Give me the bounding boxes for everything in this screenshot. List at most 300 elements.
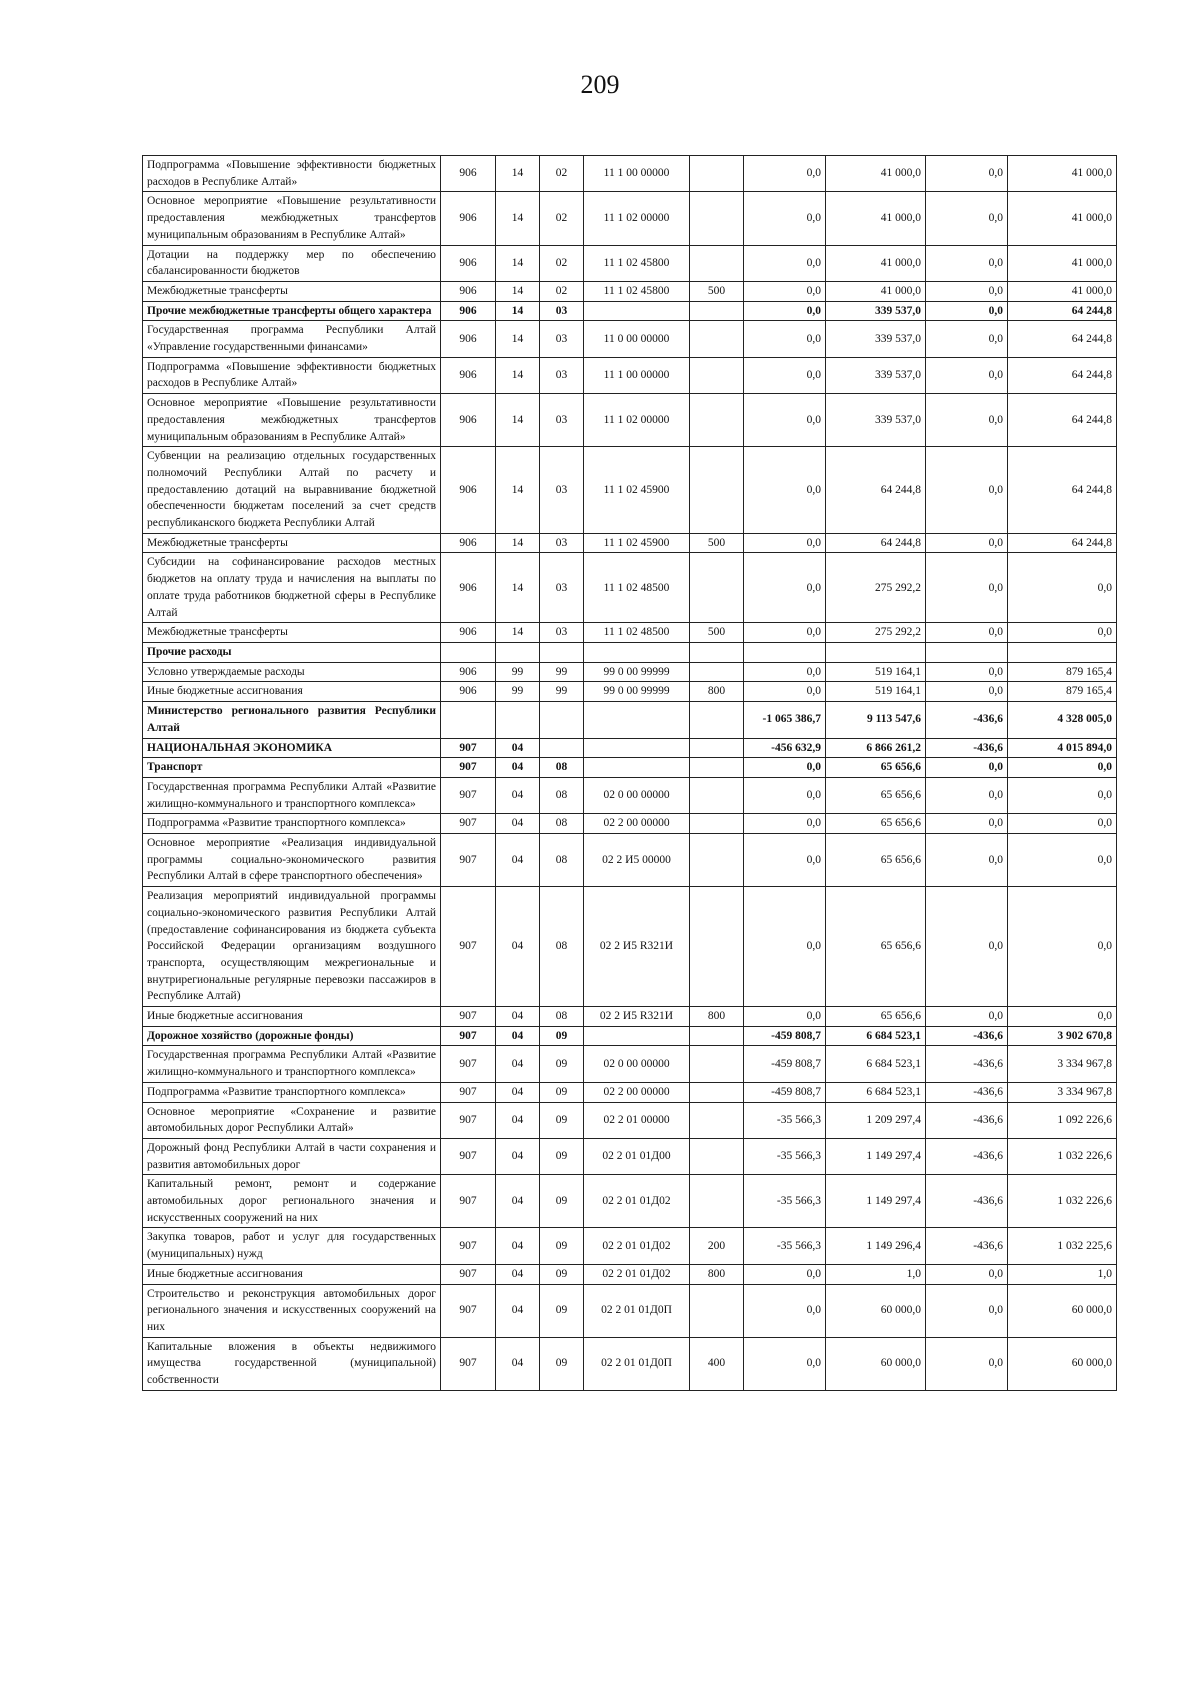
amount-2: 65 656,6 xyxy=(826,814,926,834)
amount-3: 0,0 xyxy=(926,447,1008,534)
expense-type-code: 800 xyxy=(690,1007,744,1027)
amount-1: -459 808,7 xyxy=(744,1082,826,1102)
expense-type-code xyxy=(690,1102,744,1138)
amount-3: 0,0 xyxy=(926,533,1008,553)
table-row xyxy=(143,1228,1117,1264)
amount-3: 0,0 xyxy=(926,887,1008,1007)
amount-1: 0,0 xyxy=(744,1284,826,1337)
amount-1: 0,0 xyxy=(744,834,826,887)
target-article-code: 02 2 01 01Д02 xyxy=(584,1264,690,1284)
amount-4: 0,0 xyxy=(1008,553,1117,623)
ved-code: 906 xyxy=(441,533,496,553)
expense-type-code: 800 xyxy=(690,682,744,702)
row-name: Государственная программа Республики Алтай «Развитие жилищно-коммунального и транспортного комплекса» xyxy=(143,777,441,813)
expense-type-code: 400 xyxy=(690,1337,744,1390)
ved-code xyxy=(441,702,496,738)
amount-2: 60 000,0 xyxy=(826,1284,926,1337)
target-article-code: 11 1 02 00000 xyxy=(584,192,690,245)
subsection-code: 09 xyxy=(540,1102,584,1138)
target-article-code: 02 0 00 00000 xyxy=(584,1046,690,1082)
subsection-code: 02 xyxy=(540,192,584,245)
target-article-code: 02 2 01 01Д02 xyxy=(584,1228,690,1264)
amount-2: 9 113 547,6 xyxy=(826,702,926,738)
amount-3 xyxy=(926,642,1008,662)
amount-3: 0,0 xyxy=(926,301,1008,321)
target-article-code: 02 2 01 00000 xyxy=(584,1102,690,1138)
subsection-code: 09 xyxy=(540,1082,584,1102)
section-code: 14 xyxy=(496,281,540,301)
amount-4: 879 165,4 xyxy=(1008,682,1117,702)
section-code: 04 xyxy=(496,1046,540,1082)
amount-4: 41 000,0 xyxy=(1008,156,1117,192)
amount-4: 64 244,8 xyxy=(1008,394,1117,447)
amount-3: 0,0 xyxy=(926,1007,1008,1027)
section-code: 04 xyxy=(496,758,540,778)
ved-code: 906 xyxy=(441,682,496,702)
amount-2: 339 537,0 xyxy=(826,321,926,357)
target-article-code: 11 1 02 45800 xyxy=(584,281,690,301)
expense-type-code xyxy=(690,1046,744,1082)
amount-2: 6 684 523,1 xyxy=(826,1046,926,1082)
expense-type-code xyxy=(690,192,744,245)
expense-type-code xyxy=(690,702,744,738)
amount-4: 1 032 226,6 xyxy=(1008,1175,1117,1228)
amount-4: 879 165,4 xyxy=(1008,662,1117,682)
amount-1 xyxy=(744,642,826,662)
row-name: Основное мероприятие «Сохранение и развитие автомобильных дорог Республики Алтай» xyxy=(143,1102,441,1138)
amount-3: 0,0 xyxy=(926,357,1008,393)
row-name: Государственная программа Республики Алтай «Управление государственными финансами» xyxy=(143,321,441,357)
subsection-code: 09 xyxy=(540,1138,584,1174)
amount-3: 0,0 xyxy=(926,814,1008,834)
amount-1: -459 808,7 xyxy=(744,1046,826,1082)
amount-2: 275 292,2 xyxy=(826,553,926,623)
amount-4: 64 244,8 xyxy=(1008,301,1117,321)
expense-type-code xyxy=(690,642,744,662)
amount-2: 1 149 297,4 xyxy=(826,1138,926,1174)
table-row xyxy=(143,553,1117,623)
amount-1: 0,0 xyxy=(744,394,826,447)
subsection-code: 09 xyxy=(540,1026,584,1046)
expense-type-code xyxy=(690,758,744,778)
section-code: 04 xyxy=(496,887,540,1007)
budget-table xyxy=(142,155,1117,1391)
amount-4: 60 000,0 xyxy=(1008,1284,1117,1337)
subsection-code xyxy=(540,738,584,758)
amount-3: -436,6 xyxy=(926,1026,1008,1046)
expense-type-code xyxy=(690,887,744,1007)
ved-code: 907 xyxy=(441,1228,496,1264)
target-article-code: 11 1 02 48500 xyxy=(584,553,690,623)
row-name: Подпрограмма «Повышение эффективности бюджетных расходов в Республике Алтай» xyxy=(143,156,441,192)
expense-type-code xyxy=(690,814,744,834)
row-name: Дотации на поддержку мер по обеспечению сбалансированности бюджетов xyxy=(143,245,441,281)
subsection-code: 08 xyxy=(540,814,584,834)
subsection-code: 99 xyxy=(540,662,584,682)
section-code: 04 xyxy=(496,834,540,887)
amount-4: 0,0 xyxy=(1008,777,1117,813)
subsection-code: 08 xyxy=(540,777,584,813)
subsection-code: 03 xyxy=(540,357,584,393)
amount-1: 0,0 xyxy=(744,192,826,245)
row-name: Подпрограмма «Повышение эффективности бюджетных расходов в Республике Алтай» xyxy=(143,357,441,393)
subsection-code xyxy=(540,702,584,738)
row-name: Закупка товаров, работ и услуг для государственных (муниципальных) нужд xyxy=(143,1228,441,1264)
expense-type-code xyxy=(690,834,744,887)
target-article-code xyxy=(584,1026,690,1046)
ved-code: 906 xyxy=(441,394,496,447)
ved-code: 907 xyxy=(441,814,496,834)
row-name: Министерство регионального развития Республики Алтай xyxy=(143,702,441,738)
ved-code: 906 xyxy=(441,447,496,534)
amount-2: 275 292,2 xyxy=(826,623,926,643)
amount-2: 41 000,0 xyxy=(826,156,926,192)
section-code: 14 xyxy=(496,192,540,245)
expense-type-code xyxy=(690,301,744,321)
amount-2: 6 866 261,2 xyxy=(826,738,926,758)
subsection-code: 09 xyxy=(540,1264,584,1284)
section-code: 04 xyxy=(496,738,540,758)
section-code: 14 xyxy=(496,321,540,357)
subsection-code: 08 xyxy=(540,834,584,887)
table-row xyxy=(143,301,1117,321)
section-code: 04 xyxy=(496,1228,540,1264)
amount-4: 1 092 226,6 xyxy=(1008,1102,1117,1138)
amount-3: -436,6 xyxy=(926,702,1008,738)
amount-3: 0,0 xyxy=(926,623,1008,643)
amount-4 xyxy=(1008,642,1117,662)
target-article-code: 02 2 01 01Д02 xyxy=(584,1175,690,1228)
section-code: 14 xyxy=(496,623,540,643)
row-name: Капитальные вложения в объекты недвижимого имущества государственной (муниципальной) собственности xyxy=(143,1337,441,1390)
table-row xyxy=(143,682,1117,702)
section-code: 99 xyxy=(496,662,540,682)
table-row xyxy=(143,702,1117,738)
amount-3: 0,0 xyxy=(926,834,1008,887)
ved-code: 906 xyxy=(441,357,496,393)
expense-type-code xyxy=(690,777,744,813)
target-article-code: 11 1 02 48500 xyxy=(584,623,690,643)
amount-2: 65 656,6 xyxy=(826,887,926,1007)
section-code: 04 xyxy=(496,814,540,834)
target-article-code: 11 1 00 00000 xyxy=(584,156,690,192)
amount-1: -1 065 386,7 xyxy=(744,702,826,738)
table-row xyxy=(143,533,1117,553)
table-row xyxy=(143,662,1117,682)
amount-1: 0,0 xyxy=(744,662,826,682)
row-name: Основное мероприятие «Реализация индивидуальной программы социально-экономического развития Республики Алтай в сфере транспортного обеспечения» xyxy=(143,834,441,887)
table-row xyxy=(143,394,1117,447)
table-row xyxy=(143,156,1117,192)
ved-code: 906 xyxy=(441,192,496,245)
ved-code: 907 xyxy=(441,738,496,758)
amount-4: 0,0 xyxy=(1008,834,1117,887)
section-code: 04 xyxy=(496,1337,540,1390)
subsection-code xyxy=(540,642,584,662)
amount-1: 0,0 xyxy=(744,814,826,834)
table-row xyxy=(143,447,1117,534)
amount-2: 64 244,8 xyxy=(826,533,926,553)
table-row xyxy=(143,814,1117,834)
amount-3: 0,0 xyxy=(926,192,1008,245)
ved-code: 906 xyxy=(441,156,496,192)
subsection-code: 08 xyxy=(540,758,584,778)
table-row xyxy=(143,1337,1117,1390)
amount-4: 60 000,0 xyxy=(1008,1337,1117,1390)
ved-code xyxy=(441,642,496,662)
section-code: 14 xyxy=(496,156,540,192)
target-article-code: 11 1 02 45800 xyxy=(584,245,690,281)
amount-4: 0,0 xyxy=(1008,887,1117,1007)
ved-code: 907 xyxy=(441,834,496,887)
amount-2: 519 164,1 xyxy=(826,662,926,682)
target-article-code: 11 0 00 00000 xyxy=(584,321,690,357)
amount-2: 60 000,0 xyxy=(826,1337,926,1390)
ved-code: 907 xyxy=(441,1138,496,1174)
amount-2: 41 000,0 xyxy=(826,245,926,281)
table-row xyxy=(143,321,1117,357)
page-number: 209 xyxy=(580,70,620,99)
table-row xyxy=(143,777,1117,813)
target-article-code xyxy=(584,301,690,321)
amount-2: 41 000,0 xyxy=(826,281,926,301)
expense-type-code xyxy=(690,1175,744,1228)
table-row xyxy=(143,1102,1117,1138)
row-name: Государственная программа Республики Алтай «Развитие жилищно-коммунального и транспортного комплекса» xyxy=(143,1046,441,1082)
ved-code: 907 xyxy=(441,1026,496,1046)
section-code: 04 xyxy=(496,1175,540,1228)
amount-1: -35 566,3 xyxy=(744,1175,826,1228)
row-name: Субсидии на софинансирование расходов местных бюджетов на оплату труда и начисления на выплаты по оплате труда работников бюджетной сферы в Республике Алтай xyxy=(143,553,441,623)
subsection-code: 03 xyxy=(540,321,584,357)
amount-4: 0,0 xyxy=(1008,1007,1117,1027)
subsection-code: 09 xyxy=(540,1337,584,1390)
row-name: Транспорт xyxy=(143,758,441,778)
subsection-code: 08 xyxy=(540,1007,584,1027)
row-name: Подпрограмма «Развитие транспортного комплекса» xyxy=(143,814,441,834)
target-article-code: 02 2 01 01Д00 xyxy=(584,1138,690,1174)
amount-4: 4 015 894,0 xyxy=(1008,738,1117,758)
target-article-code xyxy=(584,758,690,778)
section-code: 04 xyxy=(496,777,540,813)
row-name: Реализация мероприятий индивидуальной программы социально-экономического развития Республики Алтай (предоставление софинансирования из бюджета субъекта Российской Федерации организациям воздушного транспорта, осуществляющим межрегиональные и внутрирегиональные регулярные перевозки пассажиров в Республике Алтай) xyxy=(143,887,441,1007)
amount-3: 0,0 xyxy=(926,156,1008,192)
amount-1: 0,0 xyxy=(744,1337,826,1390)
table-row xyxy=(143,834,1117,887)
expense-type-code: 200 xyxy=(690,1228,744,1264)
amount-4: 0,0 xyxy=(1008,623,1117,643)
table-row xyxy=(143,1046,1117,1082)
row-name: Прочие расходы xyxy=(143,642,441,662)
amount-2 xyxy=(826,642,926,662)
section-code: 14 xyxy=(496,245,540,281)
row-name: Условно утверждаемые расходы xyxy=(143,662,441,682)
ved-code: 906 xyxy=(441,623,496,643)
expense-type-code: 500 xyxy=(690,533,744,553)
amount-2: 519 164,1 xyxy=(826,682,926,702)
table-row xyxy=(143,1026,1117,1046)
expense-type-code xyxy=(690,321,744,357)
expense-type-code: 500 xyxy=(690,623,744,643)
ved-code: 906 xyxy=(441,321,496,357)
target-article-code xyxy=(584,642,690,662)
amount-1: -456 632,9 xyxy=(744,738,826,758)
amount-4: 3 334 967,8 xyxy=(1008,1082,1117,1102)
ved-code: 907 xyxy=(441,1175,496,1228)
section-code: 14 xyxy=(496,394,540,447)
section-code: 04 xyxy=(496,1264,540,1284)
target-article-code: 02 2 И5 R321И xyxy=(584,887,690,1007)
row-name: Подпрограмма «Развитие транспортного комплекса» xyxy=(143,1082,441,1102)
amount-1: 0,0 xyxy=(744,321,826,357)
amount-3: 0,0 xyxy=(926,1284,1008,1337)
ved-code: 907 xyxy=(441,758,496,778)
amount-3: 0,0 xyxy=(926,394,1008,447)
target-article-code: 02 2 01 01Д0П xyxy=(584,1284,690,1337)
amount-3: -436,6 xyxy=(926,738,1008,758)
amount-1: 0,0 xyxy=(744,887,826,1007)
table-row xyxy=(143,1284,1117,1337)
subsection-code: 09 xyxy=(540,1046,584,1082)
ved-code: 907 xyxy=(441,1102,496,1138)
amount-2: 41 000,0 xyxy=(826,192,926,245)
amount-3: 0,0 xyxy=(926,1337,1008,1390)
amount-4: 64 244,8 xyxy=(1008,357,1117,393)
amount-1: 0,0 xyxy=(744,623,826,643)
table-row xyxy=(143,245,1117,281)
subsection-code: 03 xyxy=(540,301,584,321)
table-row xyxy=(143,1175,1117,1228)
subsection-code: 99 xyxy=(540,682,584,702)
amount-1: 0,0 xyxy=(744,533,826,553)
amount-1: -35 566,3 xyxy=(744,1228,826,1264)
subsection-code: 09 xyxy=(540,1228,584,1264)
subsection-code: 03 xyxy=(540,533,584,553)
amount-4: 1 032 225,6 xyxy=(1008,1228,1117,1264)
row-name: Строительство и реконструкция автомобильных дорог регионального значения и искусственных сооружений на них xyxy=(143,1284,441,1337)
amount-3: 0,0 xyxy=(926,1264,1008,1284)
amount-3: -436,6 xyxy=(926,1082,1008,1102)
subsection-code: 02 xyxy=(540,245,584,281)
amount-4: 1 032 226,6 xyxy=(1008,1138,1117,1174)
row-name: НАЦИОНАЛЬНАЯ ЭКОНОМИКА xyxy=(143,738,441,758)
ved-code: 907 xyxy=(441,1264,496,1284)
target-article-code: 11 1 02 00000 xyxy=(584,394,690,447)
table-row xyxy=(143,1264,1117,1284)
amount-2: 339 537,0 xyxy=(826,394,926,447)
ved-code: 907 xyxy=(441,1007,496,1027)
amount-2: 65 656,6 xyxy=(826,1007,926,1027)
amount-3: 0,0 xyxy=(926,777,1008,813)
amount-1: -459 808,7 xyxy=(744,1026,826,1046)
amount-2: 65 656,6 xyxy=(826,777,926,813)
subsection-code: 09 xyxy=(540,1284,584,1337)
section-code: 14 xyxy=(496,357,540,393)
amount-1: 0,0 xyxy=(744,682,826,702)
expense-type-code xyxy=(690,1082,744,1102)
row-name: Межбюджетные трансферты xyxy=(143,533,441,553)
table-row xyxy=(143,887,1117,1007)
amount-4: 41 000,0 xyxy=(1008,192,1117,245)
ved-code: 906 xyxy=(441,301,496,321)
amount-1: 0,0 xyxy=(744,758,826,778)
expense-type-code: 500 xyxy=(690,281,744,301)
amount-3: -436,6 xyxy=(926,1228,1008,1264)
amount-2: 1 149 296,4 xyxy=(826,1228,926,1264)
amount-1: 0,0 xyxy=(744,553,826,623)
row-name: Межбюджетные трансферты xyxy=(143,623,441,643)
target-article-code: 02 2 И5 00000 xyxy=(584,834,690,887)
amount-1: 0,0 xyxy=(744,1264,826,1284)
row-name: Основное мероприятие «Повышение результативности предоставления межбюджетных трансфертов муниципальным образованиям в Республике Алтай» xyxy=(143,192,441,245)
amount-2: 339 537,0 xyxy=(826,301,926,321)
subsection-code: 03 xyxy=(540,623,584,643)
amount-1: 0,0 xyxy=(744,281,826,301)
ved-code: 906 xyxy=(441,553,496,623)
amount-3: 0,0 xyxy=(926,553,1008,623)
ved-code: 907 xyxy=(441,1337,496,1390)
target-article-code: 02 2 00 00000 xyxy=(584,1082,690,1102)
table-row xyxy=(143,758,1117,778)
row-name: Дорожное хозяйство (дорожные фонды) xyxy=(143,1026,441,1046)
expense-type-code xyxy=(690,1284,744,1337)
expense-type-code xyxy=(690,156,744,192)
target-article-code: 02 2 00 00000 xyxy=(584,814,690,834)
expense-type-code xyxy=(690,357,744,393)
expense-type-code xyxy=(690,738,744,758)
target-article-code: 02 0 00 00000 xyxy=(584,777,690,813)
row-name: Прочие межбюджетные трансферты общего характера xyxy=(143,301,441,321)
section-code: 14 xyxy=(496,447,540,534)
amount-4: 3 334 967,8 xyxy=(1008,1046,1117,1082)
amount-3: 0,0 xyxy=(926,245,1008,281)
amount-4: 41 000,0 xyxy=(1008,245,1117,281)
subsection-code: 09 xyxy=(540,1175,584,1228)
section-code: 14 xyxy=(496,301,540,321)
section-code xyxy=(496,702,540,738)
table-row xyxy=(143,357,1117,393)
expense-type-code xyxy=(690,394,744,447)
table-row xyxy=(143,623,1117,643)
table-row xyxy=(143,1138,1117,1174)
amount-3: -436,6 xyxy=(926,1046,1008,1082)
amount-3: 0,0 xyxy=(926,321,1008,357)
ved-code: 907 xyxy=(441,1284,496,1337)
amount-1: 0,0 xyxy=(744,245,826,281)
expense-type-code xyxy=(690,245,744,281)
ved-code: 907 xyxy=(441,887,496,1007)
row-name: Иные бюджетные ассигнования xyxy=(143,1264,441,1284)
table-row xyxy=(143,1082,1117,1102)
ved-code: 906 xyxy=(441,245,496,281)
amount-2: 1 149 297,4 xyxy=(826,1175,926,1228)
section-code: 99 xyxy=(496,682,540,702)
section-code: 04 xyxy=(496,1007,540,1027)
amount-2: 1,0 xyxy=(826,1264,926,1284)
amount-3: 0,0 xyxy=(926,758,1008,778)
subsection-code: 02 xyxy=(540,281,584,301)
amount-2: 6 684 523,1 xyxy=(826,1082,926,1102)
table-row xyxy=(143,738,1117,758)
target-article-code xyxy=(584,702,690,738)
amount-4: 4 328 005,0 xyxy=(1008,702,1117,738)
ved-code: 907 xyxy=(441,1046,496,1082)
amount-4: 1,0 xyxy=(1008,1264,1117,1284)
target-article-code xyxy=(584,738,690,758)
amount-4: 41 000,0 xyxy=(1008,281,1117,301)
ved-code: 906 xyxy=(441,281,496,301)
amount-1: 0,0 xyxy=(744,447,826,534)
